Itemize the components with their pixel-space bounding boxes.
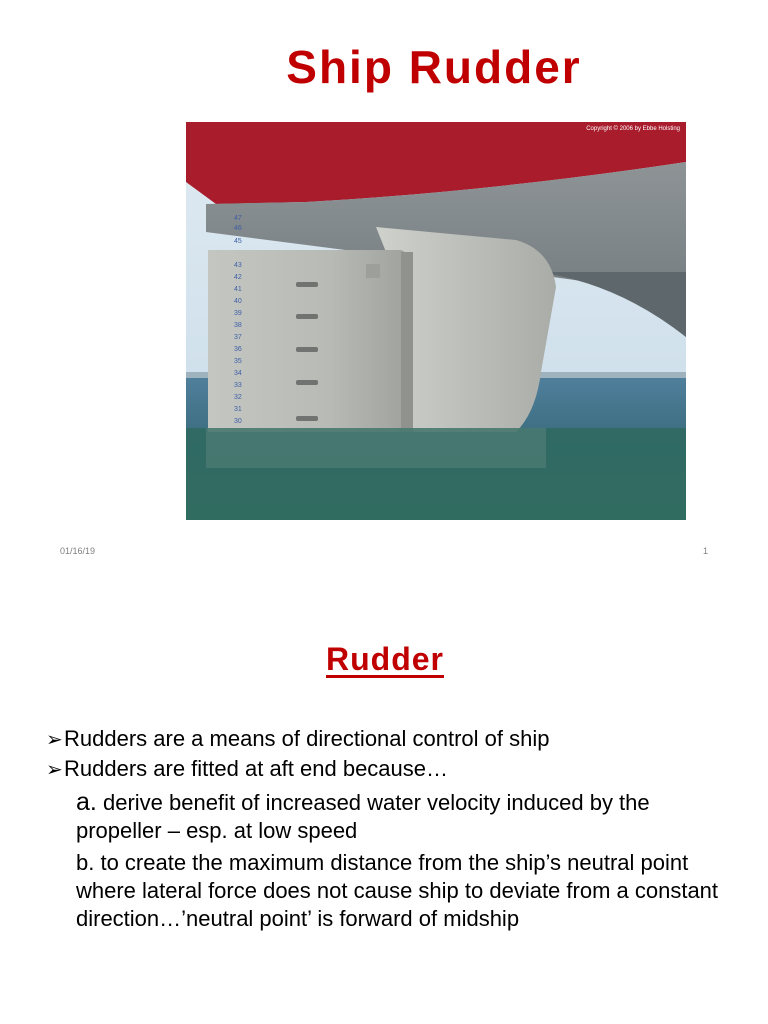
page-number: 1 [703,546,709,556]
svg-text:31: 31 [234,406,242,413]
svg-text:33: 33 [234,382,242,389]
svg-text:40: 40 [234,298,242,305]
svg-text:46: 46 [234,225,242,232]
sub-point-text: derive benefit of increased water velocity induced by the propeller – esp. at low speed [76,790,650,843]
svg-text:39: 39 [234,310,242,317]
svg-text:35: 35 [234,358,242,365]
svg-text:34: 34 [234,370,242,377]
bullet-text: Rudders are a means of directional control of ship [64,726,550,751]
photo-copyright: Copyright © 2006 by Ebbe Holsting [586,126,680,132]
svg-text:41: 41 [234,286,242,293]
sub-point-a [76,788,726,845]
svg-text:38: 38 [234,322,242,329]
svg-text:37: 37 [234,334,242,341]
svg-text:32: 32 [234,394,242,401]
sub-point-b: b. to create the maximum distance from the ship’s neutral point where lateral force does not cause ship to deviate from a constant direction…’neutral point’ is forward of midship [76,850,719,931]
footer-date: 01/16/19 [60,546,96,556]
svg-text:30: 30 [234,418,242,425]
slide-title [0,641,768,678]
svg-text:42: 42 [234,274,242,281]
svg-text:45: 45 [234,238,242,245]
sub-point-letter: a. [76,788,97,816]
arrow-bullet-icon: ➢ [46,729,63,751]
slide-title: Ship Rudder [286,41,582,93]
bullet-item [46,755,726,784]
bullet-text: Rudders are fitted at aft end because… [64,756,449,781]
slide-2 [0,575,768,1024]
title-text: Rudder [326,641,444,677]
bullet-item [46,725,726,754]
svg-text:47: 47 [234,215,242,222]
svg-text:43: 43 [234,262,242,269]
arrow-bullet-icon: ➢ [46,759,63,781]
svg-text:36: 36 [234,346,242,353]
rudder-photo [186,122,686,520]
slide-body [46,725,726,933]
